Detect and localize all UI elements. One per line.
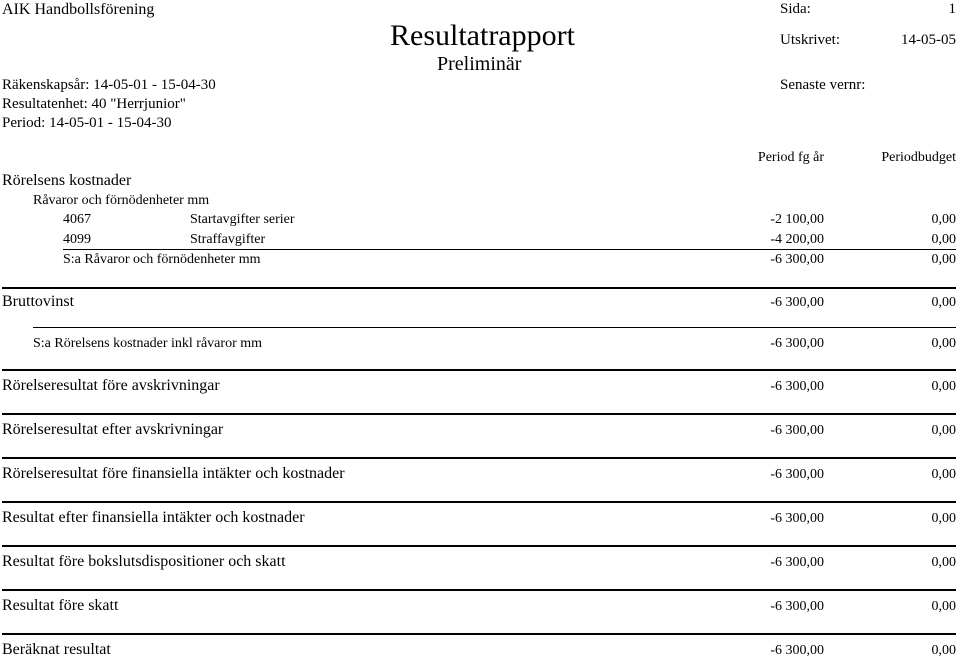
- result-label: Resultat före bokslutsdispositioner och skatt: [2, 553, 286, 570]
- report-title: Resultatrapport: [390, 19, 575, 52]
- result-label: Rörelseresultat före finansiella intäkter och kostnader: [2, 465, 345, 482]
- account-prev-value: -2 100,00: [770, 212, 824, 227]
- result-rule: [2, 369, 956, 371]
- result-budget-value: 0,00: [931, 555, 956, 570]
- page-label: Sida:: [780, 1, 811, 17]
- column-header-budget: Periodbudget: [881, 150, 956, 165]
- gross-profit-prev-value: -6 300,00: [770, 295, 824, 310]
- result-budget-value: 0,00: [931, 511, 956, 526]
- result-budget-value: 0,00: [931, 379, 956, 394]
- result-budget-value: 0,00: [931, 599, 956, 614]
- result-budget-value: 0,00: [931, 423, 956, 438]
- result-rule: [2, 501, 956, 503]
- result-prev-value: -6 300,00: [770, 467, 824, 482]
- gross-profit-budget-value: 0,00: [931, 295, 956, 310]
- cost-total-budget-value: 0,00: [931, 336, 956, 351]
- cost-total-label: S:a Rörelsens kostnader inkl råvaror mm: [33, 336, 263, 351]
- cost-total-prev-value: -6 300,00: [770, 336, 824, 351]
- subtotal-rule: [63, 249, 956, 250]
- subtotal-budget-value: 0,00: [931, 252, 956, 267]
- printed-label: Utskrivet:: [780, 32, 840, 48]
- account-prev-value: -4 200,00: [770, 232, 824, 247]
- organization-name: AIK Handbollsförening: [2, 1, 155, 18]
- result-rule: [2, 545, 956, 547]
- result-budget-value: 0,00: [931, 467, 956, 482]
- report-subtitle: Preliminär: [437, 53, 522, 75]
- result-rule: [2, 633, 956, 635]
- fiscal-year: Räkenskapsår: 14-05-01 - 15-04-30: [2, 77, 216, 93]
- period: Period: 14-05-01 - 15-04-30: [2, 115, 172, 131]
- result-label: Rörelseresultat efter avskrivningar: [2, 421, 224, 438]
- printed-date: 14-05-05: [901, 32, 956, 48]
- result-rule: [2, 457, 956, 459]
- result-prev-value: -6 300,00: [770, 599, 824, 614]
- result-prev-value: -6 300,00: [770, 511, 824, 526]
- result-prev-value: -6 300,00: [770, 423, 824, 438]
- result-budget-value: 0,00: [931, 643, 956, 658]
- gross-profit-rule: [2, 287, 956, 289]
- result-prev-value: -6 300,00: [770, 379, 824, 394]
- column-header-prev-year: Period fg år: [757, 150, 824, 165]
- section-title: Rörelsens kostnader: [2, 172, 132, 189]
- account-number: 4067: [63, 212, 91, 227]
- account-number: 4099: [63, 232, 91, 247]
- result-label: Rörelseresultat före avskrivningar: [2, 377, 220, 394]
- result-label: Resultat efter finansiella intäkter och kostnader: [2, 509, 305, 526]
- result-rule: [2, 589, 956, 591]
- account-budget-value: 0,00: [931, 232, 956, 247]
- account-name: Straffavgifter: [190, 232, 266, 247]
- subtotal-prev-value: -6 300,00: [770, 252, 824, 267]
- subsection-title: Råvaror och förnödenheter mm: [33, 193, 210, 208]
- account-budget-value: 0,00: [931, 212, 956, 227]
- result-prev-value: -6 300,00: [770, 555, 824, 570]
- result-rule: [2, 413, 956, 415]
- result-label: Beräknat resultat: [2, 641, 111, 658]
- latest-version-label: Senaste vernr:: [780, 77, 866, 93]
- page-number: 1: [948, 1, 956, 17]
- subtotal-label: S:a Råvaror och förnödenheter mm: [63, 252, 261, 267]
- account-name: Startavgifter serier: [190, 212, 295, 227]
- cost-total-rule: [33, 327, 956, 328]
- result-prev-value: -6 300,00: [770, 643, 824, 658]
- gross-profit-label: Bruttovinst: [2, 293, 75, 310]
- result-unit: Resultatenhet: 40 "Herrjunior": [2, 96, 186, 112]
- result-label: Resultat före skatt: [2, 597, 119, 614]
